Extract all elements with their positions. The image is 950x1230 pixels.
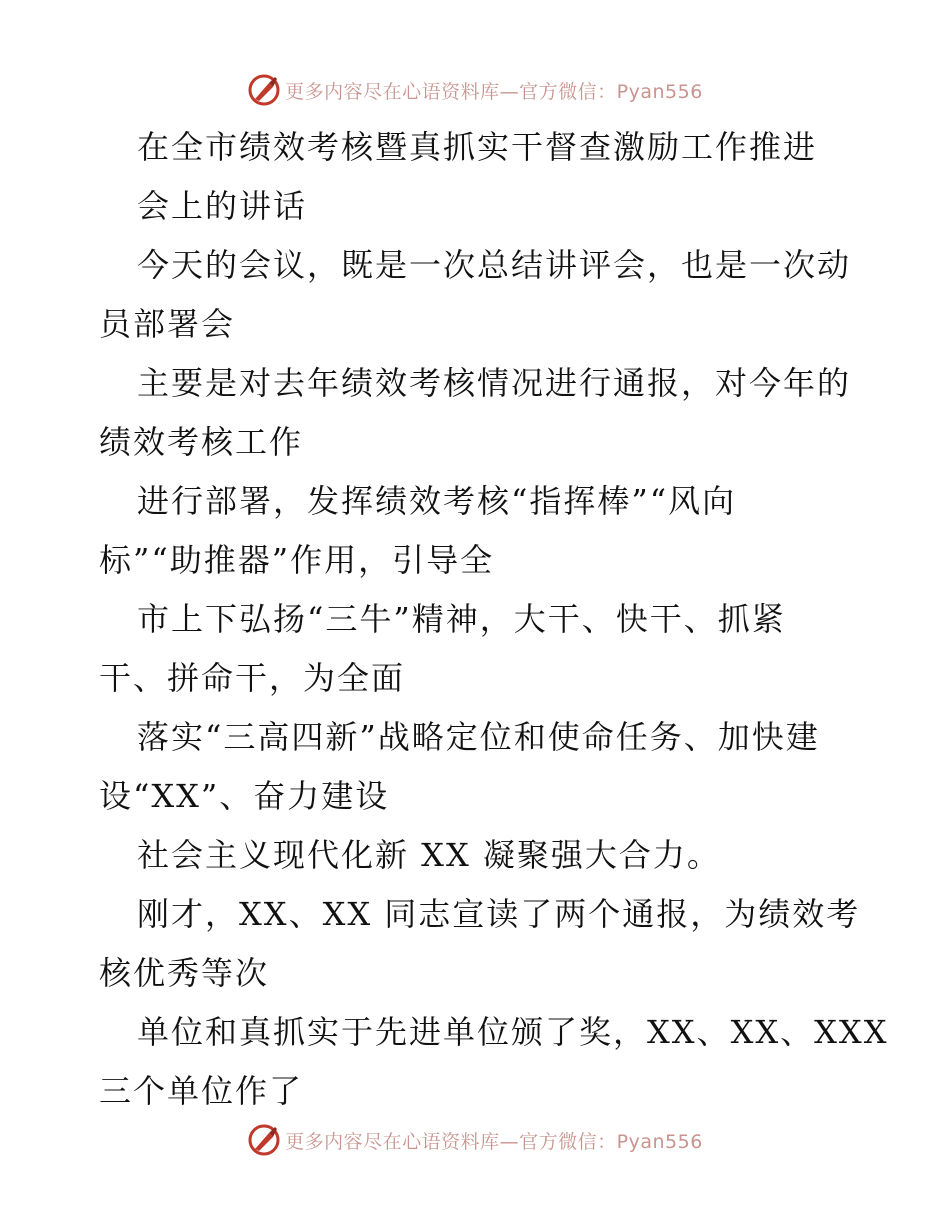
text-line: 单位和真抓实于先进单位颁了奖，XX、XX、XXX	[137, 1013, 889, 1051]
title-line-2: 会上的讲话	[137, 187, 308, 225]
footer-watermark-banner	[0, 1120, 950, 1160]
text-line: 刚才，XX、XX 同志宣读了两个通报，为绩效考	[137, 895, 861, 933]
title-line-1: 在全市绩效考核暨真抓实干督查激励工作推进	[137, 128, 818, 166]
footer-banner-text: 更多内容尽在心语资料库—官方微信：Pyan556	[285, 1130, 703, 1153]
text-line: 员部署会	[99, 305, 236, 343]
text-line: 干、拼命干，为全面	[99, 659, 406, 697]
text-line: 标”“助推器”作用，引导全	[99, 541, 495, 579]
text-line: 市上下弘扬“三牛”精神，大干、快干、抓紧	[137, 600, 786, 638]
text-line: 核优秀等次	[99, 954, 270, 992]
text-line: 进行部署，发挥绩效考核“指挥棒”“风向	[137, 482, 737, 520]
pen-nib-logo-icon	[247, 1123, 281, 1157]
text-line: 落实“三高四新”战略定位和使命任务、加快建	[137, 718, 820, 756]
text-line: 三个单位作了	[99, 1072, 304, 1110]
text-line: 绩效考核工作	[99, 423, 304, 461]
text-line: 今天的会议，既是一次总结讲评会，也是一次动	[137, 246, 852, 284]
text-line: 社会主义现代化新 XX 凝聚强大合力。	[137, 836, 721, 874]
text-line: 主要是对去年绩效考核情况进行通报，对今年的	[137, 364, 852, 402]
text-line: 设“XX”、奋力建设	[99, 777, 390, 815]
header-banner-text: 更多内容尽在心语资料库—官方微信：Pyan556	[285, 80, 703, 103]
